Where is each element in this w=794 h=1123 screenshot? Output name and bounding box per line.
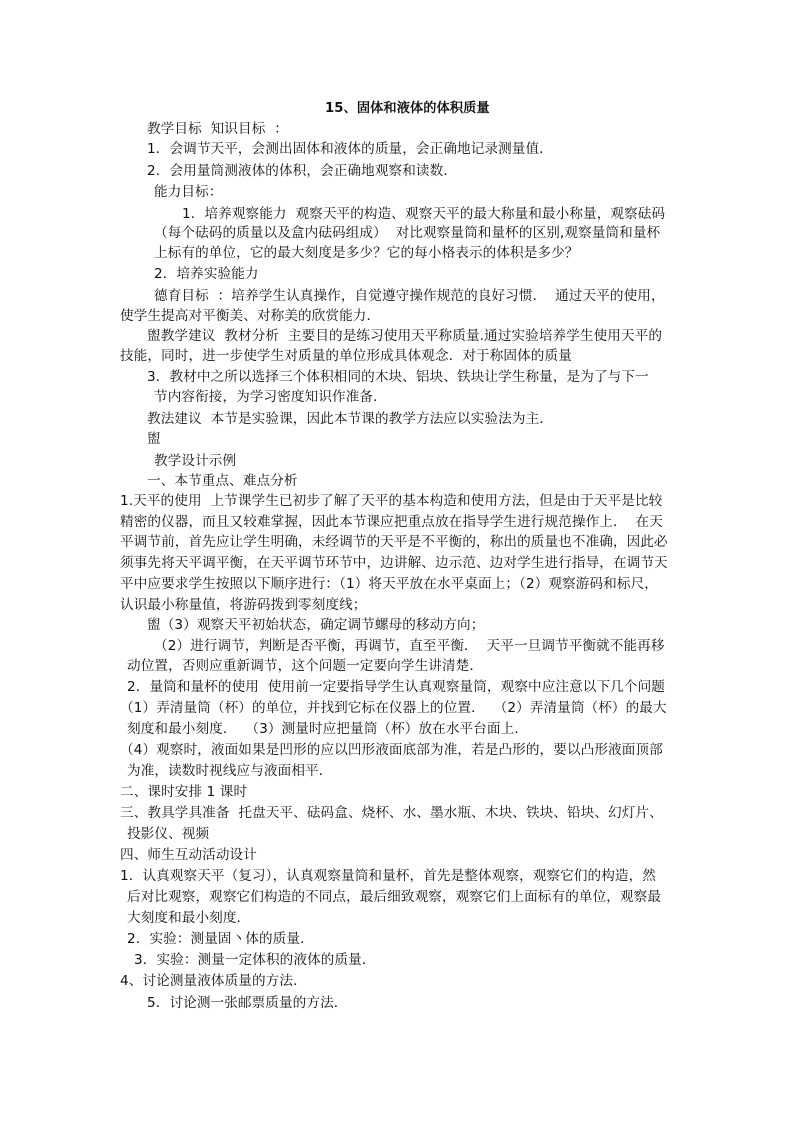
- text-line: 平调节前，首先应让学生明确，未经调节的天平是不平衡的，称出的质量也不准确，因此必: [120, 534, 668, 550]
- text-line: 教学目标 知识目标 ：: [147, 121, 288, 137]
- text-line: 四、师生互动活动设计: [120, 847, 257, 863]
- text-line: 一、本节重点、难点分析: [147, 473, 298, 489]
- document-title: 15、固体和液体的体积质量: [325, 101, 490, 116]
- text-line: 教法建议 本节是实验课，因此本节课的教学方法应以实验法为主．: [147, 411, 553, 427]
- text-line: 盥教学建议 教材分析 主要目的是练习使用天平称质量.通过实验培养学生使用天平的: [147, 328, 663, 344]
- text-line: 精密的仪器，而且又较难掌握，因此本节课应把重点放在指导学生进行规范操作上． 在天: [120, 514, 663, 530]
- text-line: 1.天平的使用 上节课学生已初步了解了天平的基本构造和使用方法，但是由于天平是比较: [120, 493, 663, 509]
- text-line: 平中应要求学生按照以下顺序进行：（1）将天平放在水平桌面上；（2）观察游码和标尺，: [120, 576, 658, 592]
- text-line: 2．实验：测量固丶体的质量．: [127, 931, 314, 947]
- text-line: （4）观察时，液面如果是凹形的应以凹形液面底部为准，若是凸形的，要以凸形液面顶部: [120, 742, 663, 758]
- text-line: 使学生提高对平衡美、对称美的欣赏能力．: [120, 308, 381, 324]
- text-line: 2．会用量筒测液体的体积，会正确地观察和读数．: [147, 163, 458, 179]
- text-line: 3．教材中之所以选择三个体积相同的木块、铝块、铁块让学生称量，是为了与下一: [147, 369, 649, 385]
- text-line: （2）进行调节，判断是否平衡，再调节，直至平衡． 天平一旦调节平衡就不能再移: [154, 638, 665, 654]
- text-line: 刻度和最小刻度． （3）测量时应把量筒（杯）放在水平台面上．: [127, 721, 529, 737]
- text-line: （1）弄清量筒（杯）的单位，并找到它标在仪器上的位置． （2）弄清量筒（杯）的最大: [120, 700, 667, 716]
- text-line: 教学设计示例: [154, 453, 237, 469]
- text-line: 盥: [147, 431, 161, 447]
- text-line: 认识最小称量值，将游码拨到零刻度线；: [120, 597, 367, 613]
- text-line: 德育目标 ：培养学生认真操作，自觉遵守操作规范的良好习惯． 通过天平的使用，: [154, 288, 665, 304]
- text-line: 4、讨论测量液体质量的方法．: [120, 973, 307, 989]
- text-line: 1．培养观察能力 观察天平的构造、观察天平的最大称量和最小称量，观察砝码: [182, 206, 666, 222]
- text-line: 后对比观察，观察它们构造的不同点，最后细致观察，观察它们上面标有的单位，观察最: [127, 889, 662, 905]
- text-line: 为准，读数时视线应与液面相平．: [127, 763, 333, 779]
- text-line: 5．讨论测一张邮票质量的方法．: [147, 995, 348, 1011]
- text-line: 大刻度和最小刻度．: [127, 910, 251, 926]
- text-line: 动位置，否则应重新调节，这个问题一定要向学生讲清楚．: [127, 658, 484, 674]
- text-line: 节内容衔接，为学习密度知识作准备．: [154, 389, 387, 405]
- text-line: 盥（3）观察天平初始状态，确定调节螺母的移动方向；: [147, 617, 485, 633]
- text-line: 二、课时安排 1 课时: [120, 784, 248, 800]
- text-line: 能力目标：: [154, 184, 223, 200]
- text-line: 上标有的单位，它的最大刻度是多少？它的每小格表示的体积是多少？: [154, 245, 579, 261]
- text-line: 1．会调节天平，会测出固体和液体的质量，会正确地记录测量值．: [147, 141, 553, 157]
- text-line: 投影仪、视频: [127, 826, 210, 842]
- text-line: 2．量筒和量杯的使用 使用前一定要指导学生认真观察量筒，观察中应注意以下几个问题: [127, 679, 665, 695]
- text-line: 须事先将天平调平衡，在天平调节环节中，边讲解、边示范、边对学生进行指导，在调节天: [120, 555, 668, 571]
- text-line: 1．认真观察天平（复习），认真观察量筒和量杯，首先是整体观察，观察它们的构造，然: [120, 868, 657, 884]
- text-line: （每个砝码的质量以及盒内砝码组成） 对比观察量筒和量杯的区别,观察量筒和量杯: [154, 225, 661, 241]
- text-line: 3．实验：测量一定体积的液体的质量．: [134, 952, 376, 968]
- text-line: 三、教具学具准备 托盘天平、砝码盒、烧杯、水、墨水瓶、木块、铁块、铅块、幻灯片、: [120, 805, 663, 821]
- text-line: 2．培养实验能力: [154, 266, 259, 282]
- text-line: 技能，同时，进一步使学生对质量的单位形成具体观念．对于称固体的质量: [120, 348, 572, 364]
